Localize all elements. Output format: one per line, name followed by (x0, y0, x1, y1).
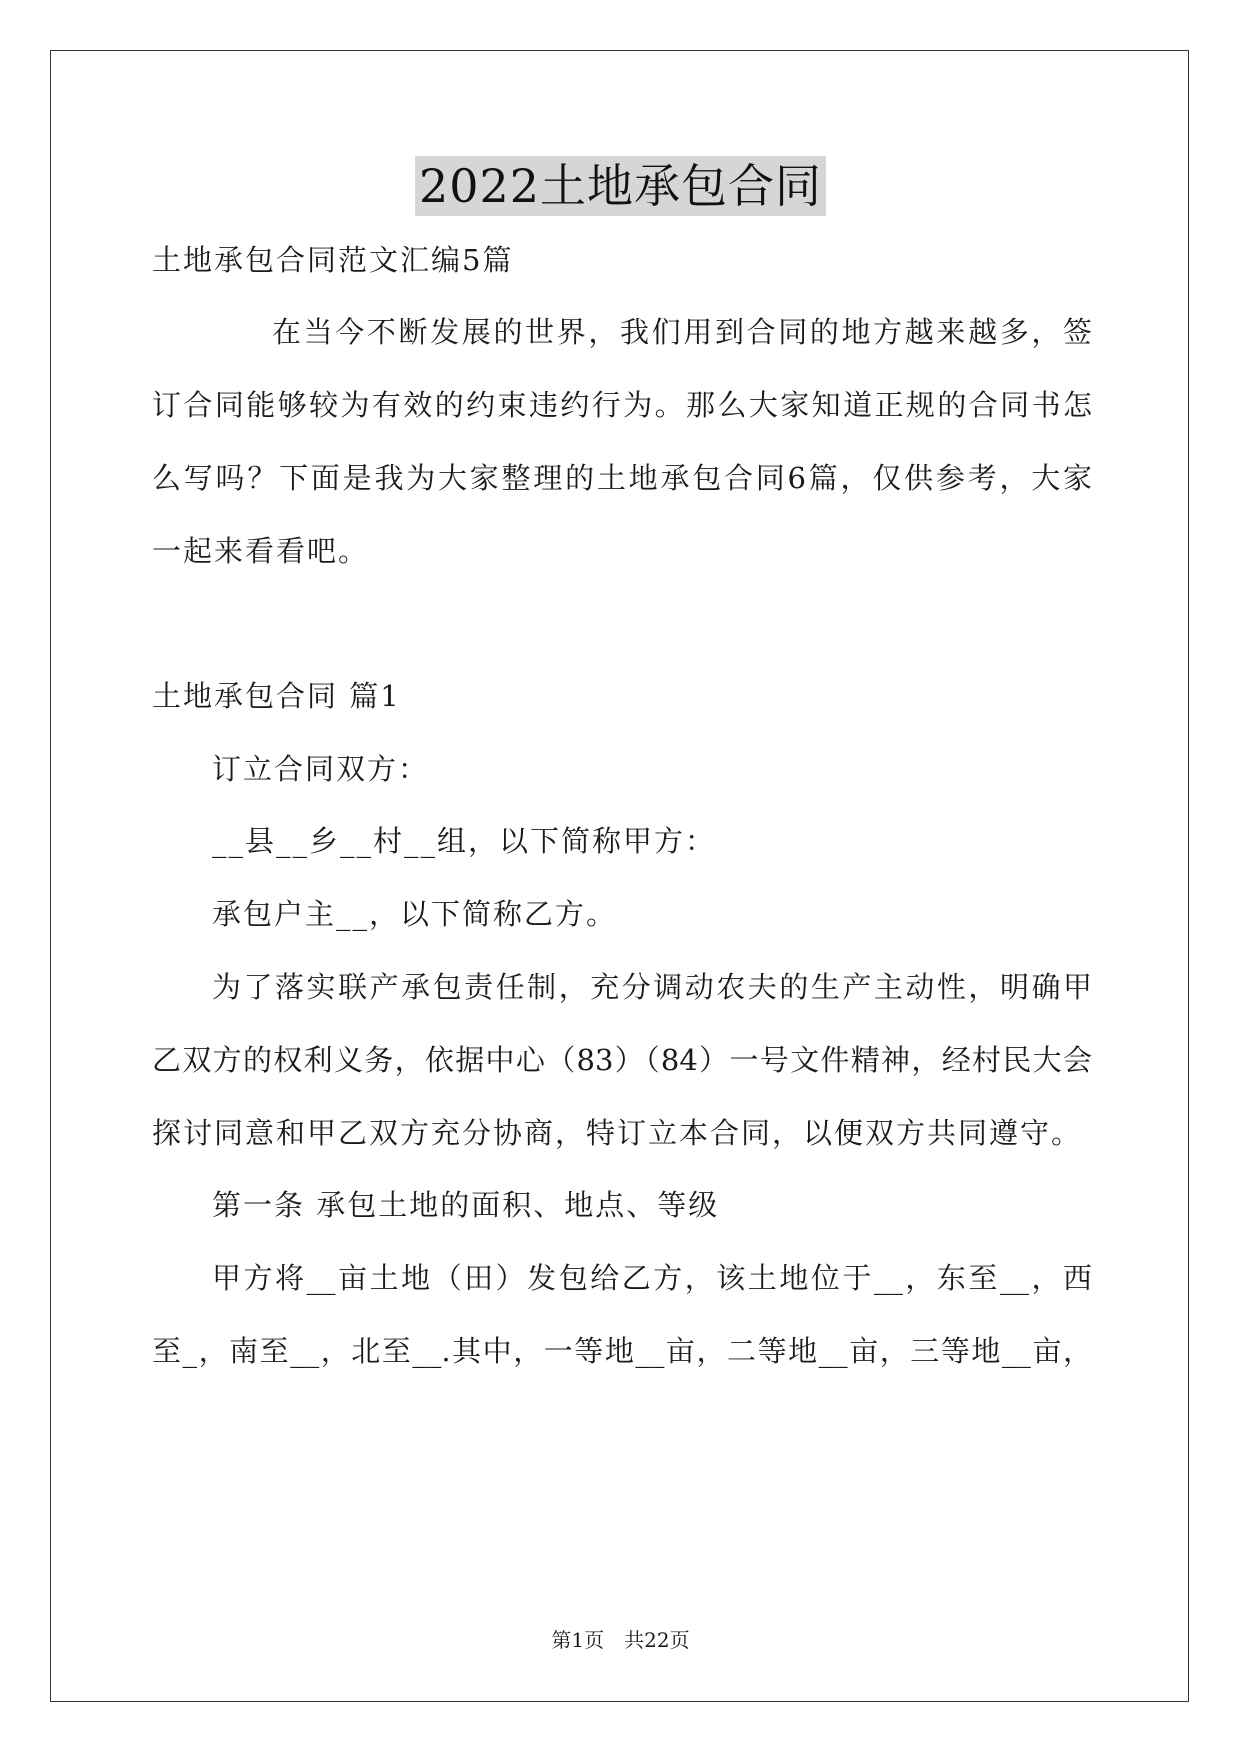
document-title: 2022土地承包合同 (415, 156, 826, 216)
intro-line-3: 么写吗？下面是我为大家整理的土地承包合同6篇，仅供参考，大家 (152, 461, 1092, 495)
body-line-2: __县__乡__村__组，以下简称甲方： (212, 824, 717, 858)
body-line-6: 探讨同意和甲乙双方充分协商，特订立本合同，以便双方共同遵守。 (152, 1116, 1083, 1150)
body-line-8: 甲方将__亩土地（田）发包给乙方，该土地位于__，东至__，西 (212, 1261, 1092, 1295)
body-line-9: 至_，南至__，北至__.其中，一等地__亩，二等地__亩，三等地__亩， (152, 1334, 1092, 1368)
intro-line-2: 订合同能够较为有效的约束违约行为。那么大家知道正规的合同书怎 (152, 388, 1092, 422)
intro-line-1: 在当今不断发展的世界，我们用到合同的地方越来越多，签 (272, 315, 1092, 349)
body-line-5: 乙双方的权利义务，依据中心（83）（84）一号文件精神，经村民大会 (152, 1043, 1092, 1077)
article-heading: 第一条 承包土地的面积、地点、等级 (212, 1188, 720, 1222)
section-heading: 土地承包合同 篇1 (152, 679, 401, 713)
page-border (50, 50, 1189, 1702)
document-subtitle: 土地承包合同范文汇编5篇 (152, 243, 514, 277)
body-line-3: 承包户主__，以下简称乙方。 (212, 897, 618, 931)
body-line-1: 订立合同双方： (212, 752, 430, 786)
body-line-4: 为了落实联产承包责任制，充分调动农夫的生产主动性，明确甲 (212, 970, 1092, 1004)
title-container (0, 156, 1241, 216)
page-number: 第1页 共22页 (551, 1628, 690, 1652)
intro-line-4: 一起来看看吧。 (152, 534, 370, 568)
